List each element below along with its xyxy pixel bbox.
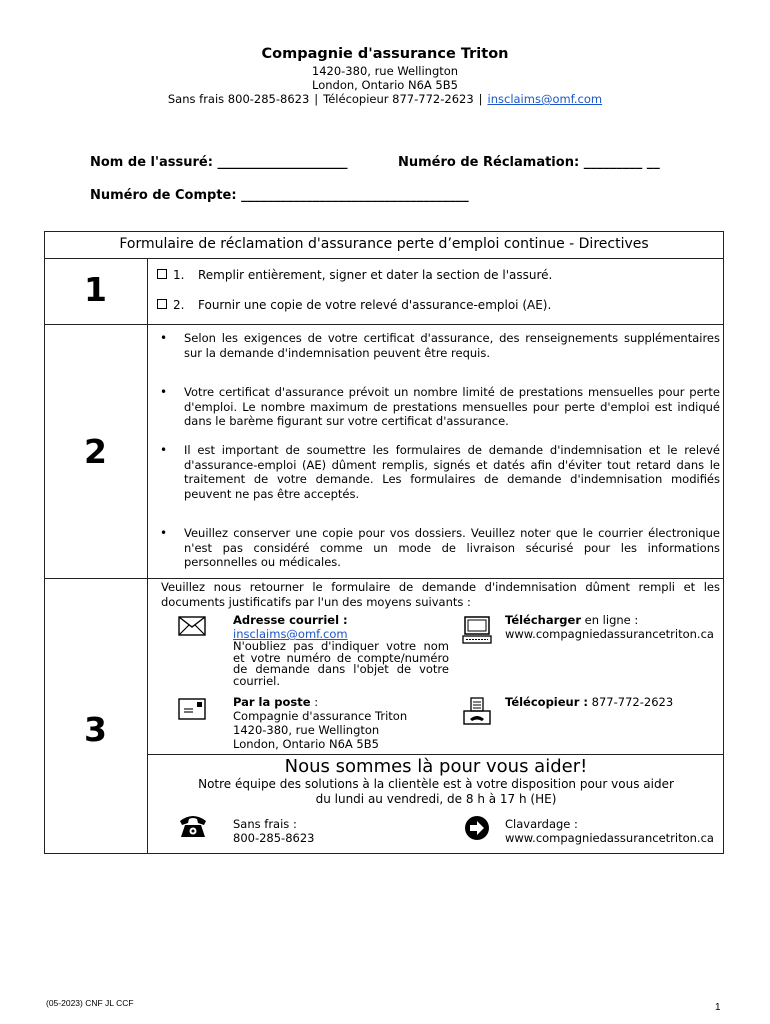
mail-address-line-2: 1420-380, rue Wellington (233, 723, 380, 737)
upload-site[interactable]: www.compagniedassurancetriton.ca (505, 627, 714, 641)
section-2-number: 2 (84, 432, 107, 471)
claim-number-field[interactable] (398, 155, 660, 170)
separator: | (314, 92, 319, 106)
divider (44, 578, 724, 579)
mail-envelope-icon (178, 698, 206, 724)
checkbox-item-2[interactable] (157, 298, 184, 312)
bullet-text: Il est important de soumettre les formulaires de demande d'indemnisation et le relevé d'assurance-emploi (AE) dûment remplis, signés et datés afin d'éviter tout retard dans le traitement de votre demande. Les formulaires de demande d'indemnisation modifiés peuvent ne pas être acceptés. (184, 443, 720, 501)
mail-address-line-3: London, Ontario N6A 5B5 (233, 737, 379, 751)
chat-label: Clavardage : (505, 817, 578, 831)
help-title: Nous sommes là pour vous aider! (284, 756, 588, 777)
account-number-field[interactable] (90, 188, 469, 203)
bullet-icon: • (160, 385, 168, 399)
email-label: Adresse courriel : (233, 613, 348, 627)
checkbox-item-1[interactable] (157, 268, 184, 282)
claim-number-blank[interactable]: _________ __ (583, 155, 660, 170)
telephone-icon (178, 813, 208, 843)
envelope-icon (178, 616, 206, 640)
divider (44, 258, 724, 259)
tollfree-text: Sans frais 800-285-8623 (167, 92, 310, 106)
upload-label-suffix: en ligne : (581, 613, 639, 627)
divider (44, 324, 724, 325)
phone-label: Sans frais : (233, 817, 297, 831)
company-name: Compagnie d'assurance Triton (261, 46, 509, 62)
letterhead (0, 44, 770, 106)
mail-label-suffix: : (310, 695, 319, 709)
checkbox-icon[interactable] (157, 269, 167, 279)
help-line-2: du lundi au vendredi, de 8 h à 17 h (HE) (315, 792, 557, 806)
insured-name-label: Nom de l'assuré: (90, 155, 213, 170)
section-1-number: 1 (84, 270, 107, 309)
help-line-1: Notre équipe des solutions à la clientèle est à votre disposition pour vous aider (198, 777, 674, 791)
fax-text: Télécopieur 877-772-2623 (323, 92, 474, 106)
account-number-blank[interactable]: ___________________________________ (241, 188, 469, 203)
claim-number-label: Numéro de Réclamation: (398, 155, 580, 170)
mail-address-line-1: Compagnie d'assurance Triton (233, 709, 408, 723)
upload-label-bold: Télécharger (505, 613, 581, 627)
section-3-number: 3 (84, 710, 107, 749)
mail-label-bold: Par la poste (233, 695, 311, 709)
insured-name-blank[interactable]: ____________________ (217, 155, 348, 170)
contact-line (0, 92, 770, 106)
section-3-intro: Veuillez nous retourner le formulaire de demande d'indemnisation dûment rempli et les documents justificatifs par l'un des moyens suivants : (161, 580, 720, 609)
chat-site[interactable]: www.compagniedassurancetriton.ca (505, 831, 714, 845)
phone-number: 800-285-8623 (233, 831, 315, 845)
bullet-icon: • (160, 526, 168, 540)
bullet-text: Selon les exigences de votre certificat d'assurance, des renseignements supplémentaires sur la demande d'indemnisation peuvent être requis. (184, 331, 720, 360)
item-number: 1. (173, 268, 185, 282)
header-email-link[interactable]: insclaims@omf.com (487, 92, 603, 106)
page-number: 1 (715, 1002, 721, 1013)
separator: | (478, 92, 483, 106)
checkbox-icon[interactable] (157, 299, 167, 309)
item-text: Remplir entièrement, signer et dater la section de l'assuré. (198, 268, 553, 282)
fax-label: Télécopieur : (505, 695, 589, 709)
divider (147, 754, 724, 755)
item-number: 2. (173, 298, 185, 312)
bullet-text: Veuillez conserver une copie pour vos dossiers. Veuillez noter que le courrier électronique n'est pas considéré comme un mode de livraison sécurisé pour les informations personnelles ou médicales. (184, 526, 720, 569)
form-code: (05-2023) CNF JL CCF (46, 998, 134, 1008)
arrow-right-icon (464, 815, 490, 845)
upload-label (505, 613, 638, 628)
account-number-label: Numéro de Compte: (90, 188, 237, 203)
email-note: N'oubliez pas d'indiquer votre nom et votre numéro de compte/numéro de demande dans l'objet de votre courriel. (233, 639, 449, 688)
form-title: Formulaire de réclamation d'assurance perte d’emploi continue - Directives (119, 236, 649, 252)
address-line-1: 1420-380, rue Wellington (311, 64, 459, 78)
address-line-2: London, Ontario N6A 5B5 (312, 78, 458, 92)
email-link[interactable]: insclaims@omf.com (233, 627, 348, 641)
bullet-icon: • (160, 443, 168, 457)
fax-line (505, 695, 673, 710)
item-text: Fournir une copie de votre relevé d'assurance-emploi (AE). (198, 298, 552, 312)
fax-number: 877-772-2623 (591, 695, 674, 709)
computer-icon (462, 616, 492, 648)
fax-icon (462, 697, 492, 729)
mail-label (233, 695, 318, 710)
insured-name-field[interactable] (90, 155, 347, 170)
bullet-text: Votre certificat d'assurance prévoit un nombre limité de prestations mensuelles pour perte d'emploi. Le nombre maximum de prestations mensuelles pour perte d'emploi est indiqué dans le barème figurant sur votre certificat d'assurance. (184, 385, 720, 428)
bullet-icon: • (160, 331, 168, 345)
